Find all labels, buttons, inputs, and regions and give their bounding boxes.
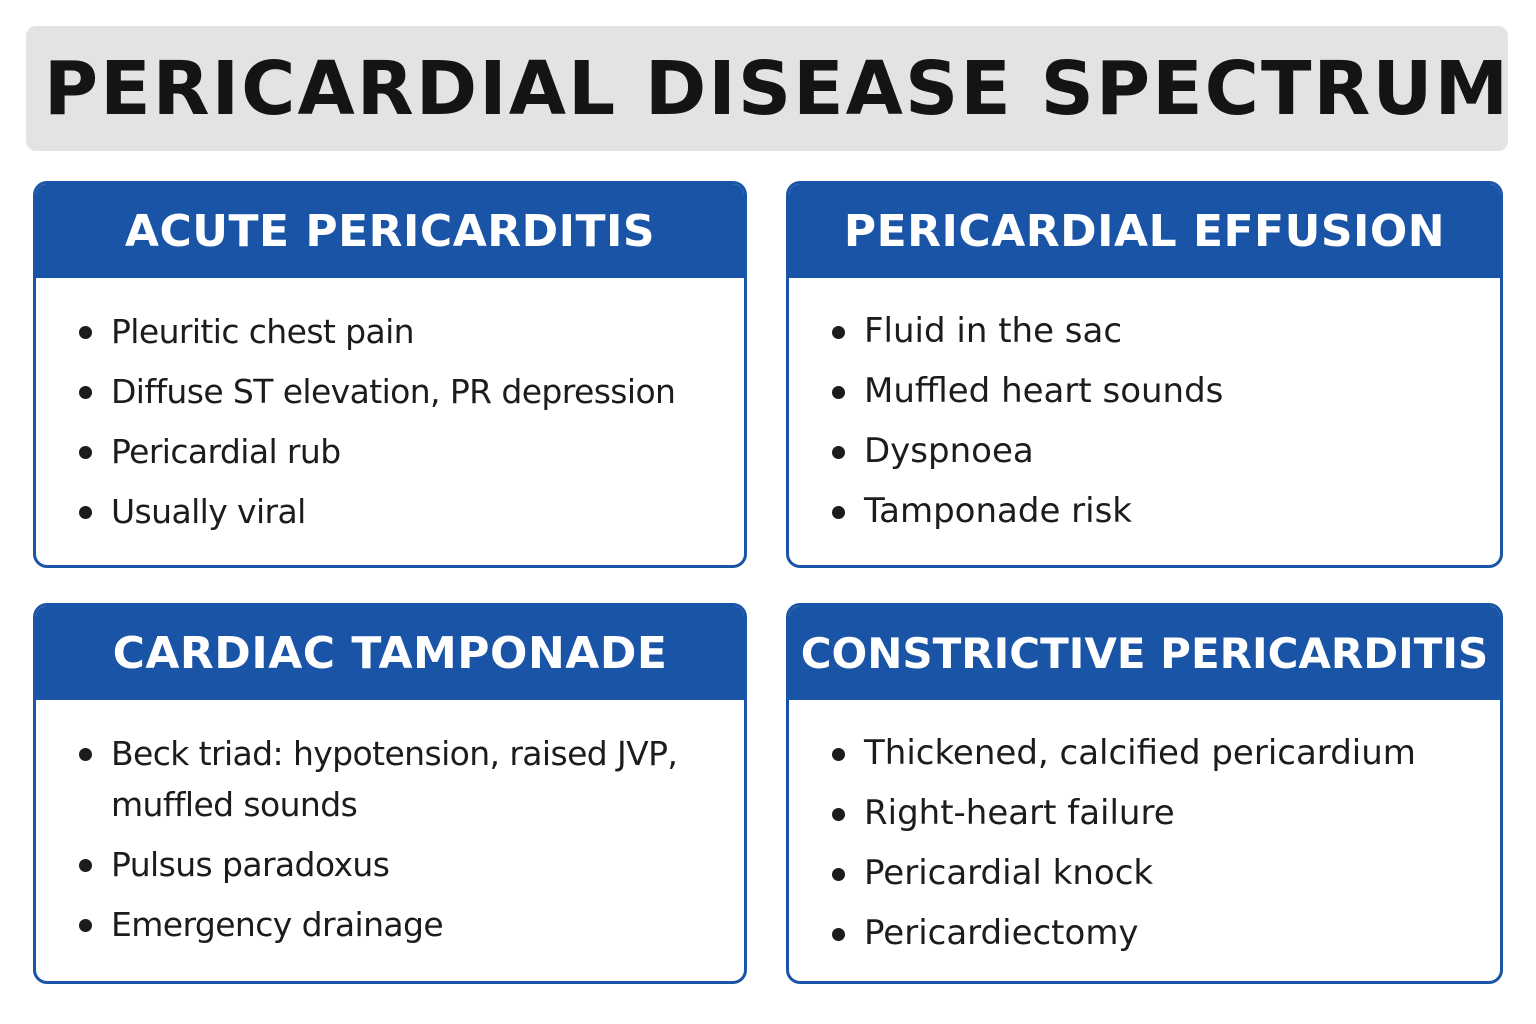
page-title: PERICARDIAL DISEASE SPECTRUM: [43, 45, 1511, 132]
bullet-icon: [79, 386, 92, 399]
list-item-text: Pericardial knock: [864, 853, 1154, 893]
card-header: [36, 184, 744, 278]
bullet-icon: [832, 386, 845, 399]
list-item-text: Muffled heart sounds: [864, 371, 1224, 411]
bullet-icon: [79, 748, 92, 761]
list-item-text: Fluid in the sac: [864, 311, 1123, 351]
bullet-icon: [79, 859, 92, 872]
list-item-text: Pleuritic chest pain: [111, 312, 414, 351]
list-item-text: Beck triad: hypotension, raised JVP, muffled sounds: [111, 734, 678, 824]
bullet-icon: [832, 446, 845, 459]
list-item-text: Emergency drainage: [111, 905, 444, 944]
bullet-icon: [79, 506, 92, 519]
card-acute-pericarditis: [33, 181, 747, 568]
list-item-text: Tamponade risk: [864, 491, 1132, 531]
list-item: [789, 486, 1500, 537]
card-header: [36, 606, 744, 700]
list-item: [789, 306, 1500, 357]
list-item-text: Right-heart failure: [864, 793, 1175, 833]
list-item: [789, 908, 1500, 959]
list-item: [36, 486, 744, 537]
bullet-icon: [832, 928, 845, 941]
list-item: [789, 728, 1500, 779]
card-cardiac-tamponade: [33, 603, 747, 984]
bullet-icon: [832, 326, 845, 339]
list-item: [36, 366, 744, 417]
list-item: [36, 306, 744, 357]
bullet-icon: [832, 748, 845, 761]
card-title: CARDIAC TAMPONADE: [112, 627, 668, 679]
card-title: ACUTE PERICARDITIS: [124, 205, 656, 257]
bullet-icon: [832, 506, 845, 519]
bullet-icon: [79, 919, 92, 932]
list-item: [789, 788, 1500, 839]
feature-list: [36, 700, 744, 950]
list-item-text: Thickened, calcified pericardium: [864, 733, 1416, 773]
list-item: [36, 728, 744, 830]
list-item-text: Pericardial rub: [111, 432, 341, 471]
card-title: CONSTRICTIVE PERICARDITIS: [800, 628, 1489, 678]
bullet-icon: [79, 446, 92, 459]
feature-list: [789, 700, 1500, 959]
card-pericardial-effusion: [786, 181, 1503, 568]
bullet-icon: [79, 326, 92, 339]
list-item: [36, 839, 744, 890]
list-item: [789, 848, 1500, 899]
list-item-text: Dyspnoea: [864, 431, 1034, 471]
bullet-icon: [832, 868, 845, 881]
title-banner: [26, 26, 1511, 151]
list-item: [789, 366, 1500, 417]
list-item: [36, 426, 744, 477]
list-item-text: Pulsus paradoxus: [111, 845, 390, 884]
feature-list: [36, 278, 744, 537]
list-item-text: Diffuse ST elevation, PR depression: [111, 372, 676, 411]
card-title: PERICARDIAL EFFUSION: [843, 205, 1446, 257]
card-header: [789, 606, 1500, 700]
list-item-text: Usually viral: [111, 492, 306, 531]
card-header: [789, 184, 1500, 278]
list-item-text: Pericardiectomy: [864, 913, 1139, 953]
list-item: [789, 426, 1500, 477]
card-constrictive-pericarditis: [786, 603, 1503, 984]
list-item: [36, 899, 744, 950]
bullet-icon: [832, 808, 845, 821]
feature-list: [789, 278, 1500, 537]
